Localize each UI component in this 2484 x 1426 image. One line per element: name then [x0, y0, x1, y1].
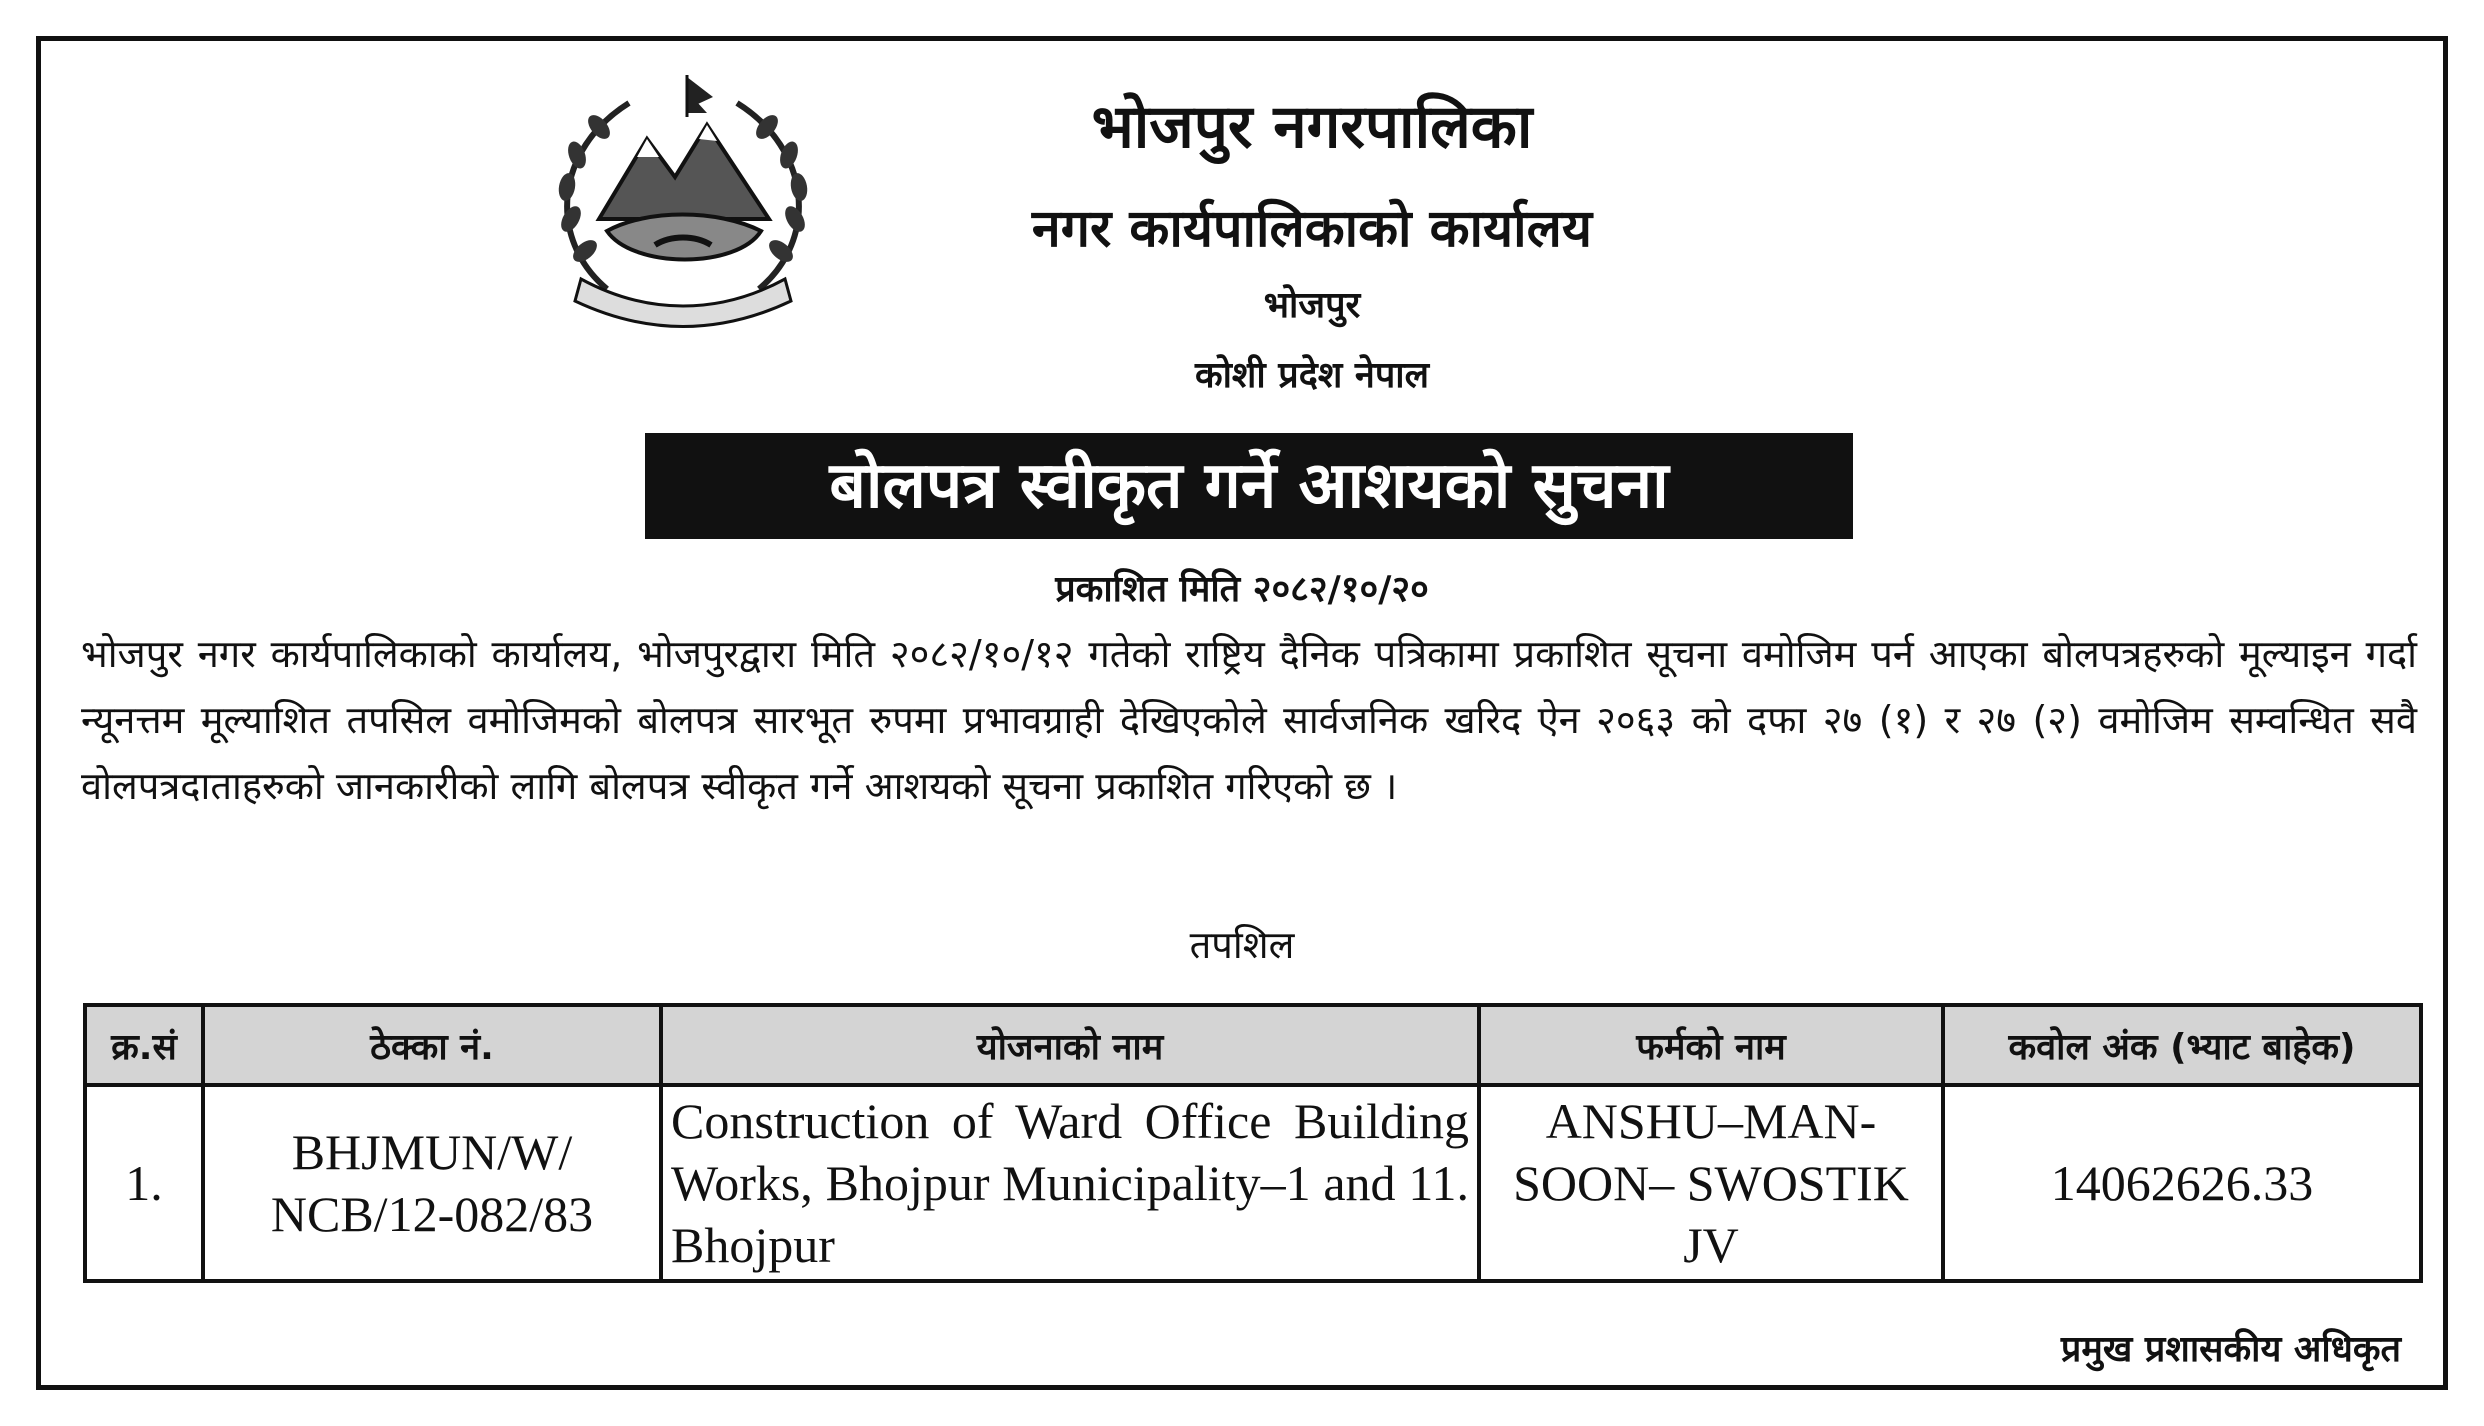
- header-contract-no: ठेक्का नं.: [203, 1005, 661, 1085]
- table-row: [85, 1085, 2421, 1281]
- cell-contract-no: BHJMUN/W/ NCB/12-082/83: [203, 1085, 661, 1281]
- schedule-label: तपशिल: [1189, 923, 1295, 967]
- header-firm-name: फर्मको नाम: [1479, 1005, 1943, 1085]
- cell-firm-name: ANSHU–MAN- SOON– SWOSTIK JV: [1479, 1085, 1943, 1281]
- header-bid-amount: कवोल अंक (भ्याट बाहेक): [1943, 1005, 2421, 1085]
- tender-table: [83, 1003, 2423, 1283]
- table-header-row: [85, 1005, 2421, 1085]
- cell-bid-amount: 14062626.33: [1943, 1085, 2421, 1281]
- municipality-name: भोजपुर नगरपालिका: [1091, 92, 1533, 162]
- notice-body: भोजपुर नगर कार्यपालिकाको कार्यालय, भोजपुरद्वारा मिति २०८२/१०/१२ गतेको राष्ट्रिय दैनिक पत्रिकामा प्रकाशित सूचना वमोजिम पर्न आएका बोलपत्रहरुको मूल्याइन गर्दा न्यूनत्तम मूल्याशित तपसिल वमोजिमको बोलपत्र सारभूत रुपमा प्रभावग्राही देखिएकोले सार्वजनिक खरिद ऐन २०६३ को दफा २७ (१) र २७ (२) वमोजिम सम्वन्धित सवै वोलपत्रदाताहरुको जानकारीको लागि बोलपत्र स्वीकृत गर्ने आशयको सूचना प्रकाशित गरिएको छ ।: [81, 632, 2417, 808]
- published-date: प्रकाशित मिति २०८२/१०/२०: [1055, 569, 1429, 610]
- header-serial: क्र.सं: [85, 1005, 203, 1085]
- office-name: नगर कार्यपालिकाको कार्यालय: [1031, 199, 1593, 259]
- cell-project-name: Construction of Ward Office Building Works, Bhojpur Municipality–1 and 11. Bhojpur: [661, 1085, 1479, 1281]
- signatory: प्रमुख प्रशासकीय अधिकृत: [2060, 1329, 2401, 1370]
- cell-serial: 1.: [85, 1085, 203, 1281]
- province-name: कोशी प्रदेश नेपाल: [1194, 355, 1430, 396]
- notice-title: बोलपत्र स्वीकृत गर्ने आशयको सुचना: [645, 433, 1853, 539]
- district-name: भोजपुर: [1263, 285, 1361, 326]
- header-project-name: योजनाको नाम: [661, 1005, 1479, 1085]
- notice-frame: [36, 36, 2448, 1390]
